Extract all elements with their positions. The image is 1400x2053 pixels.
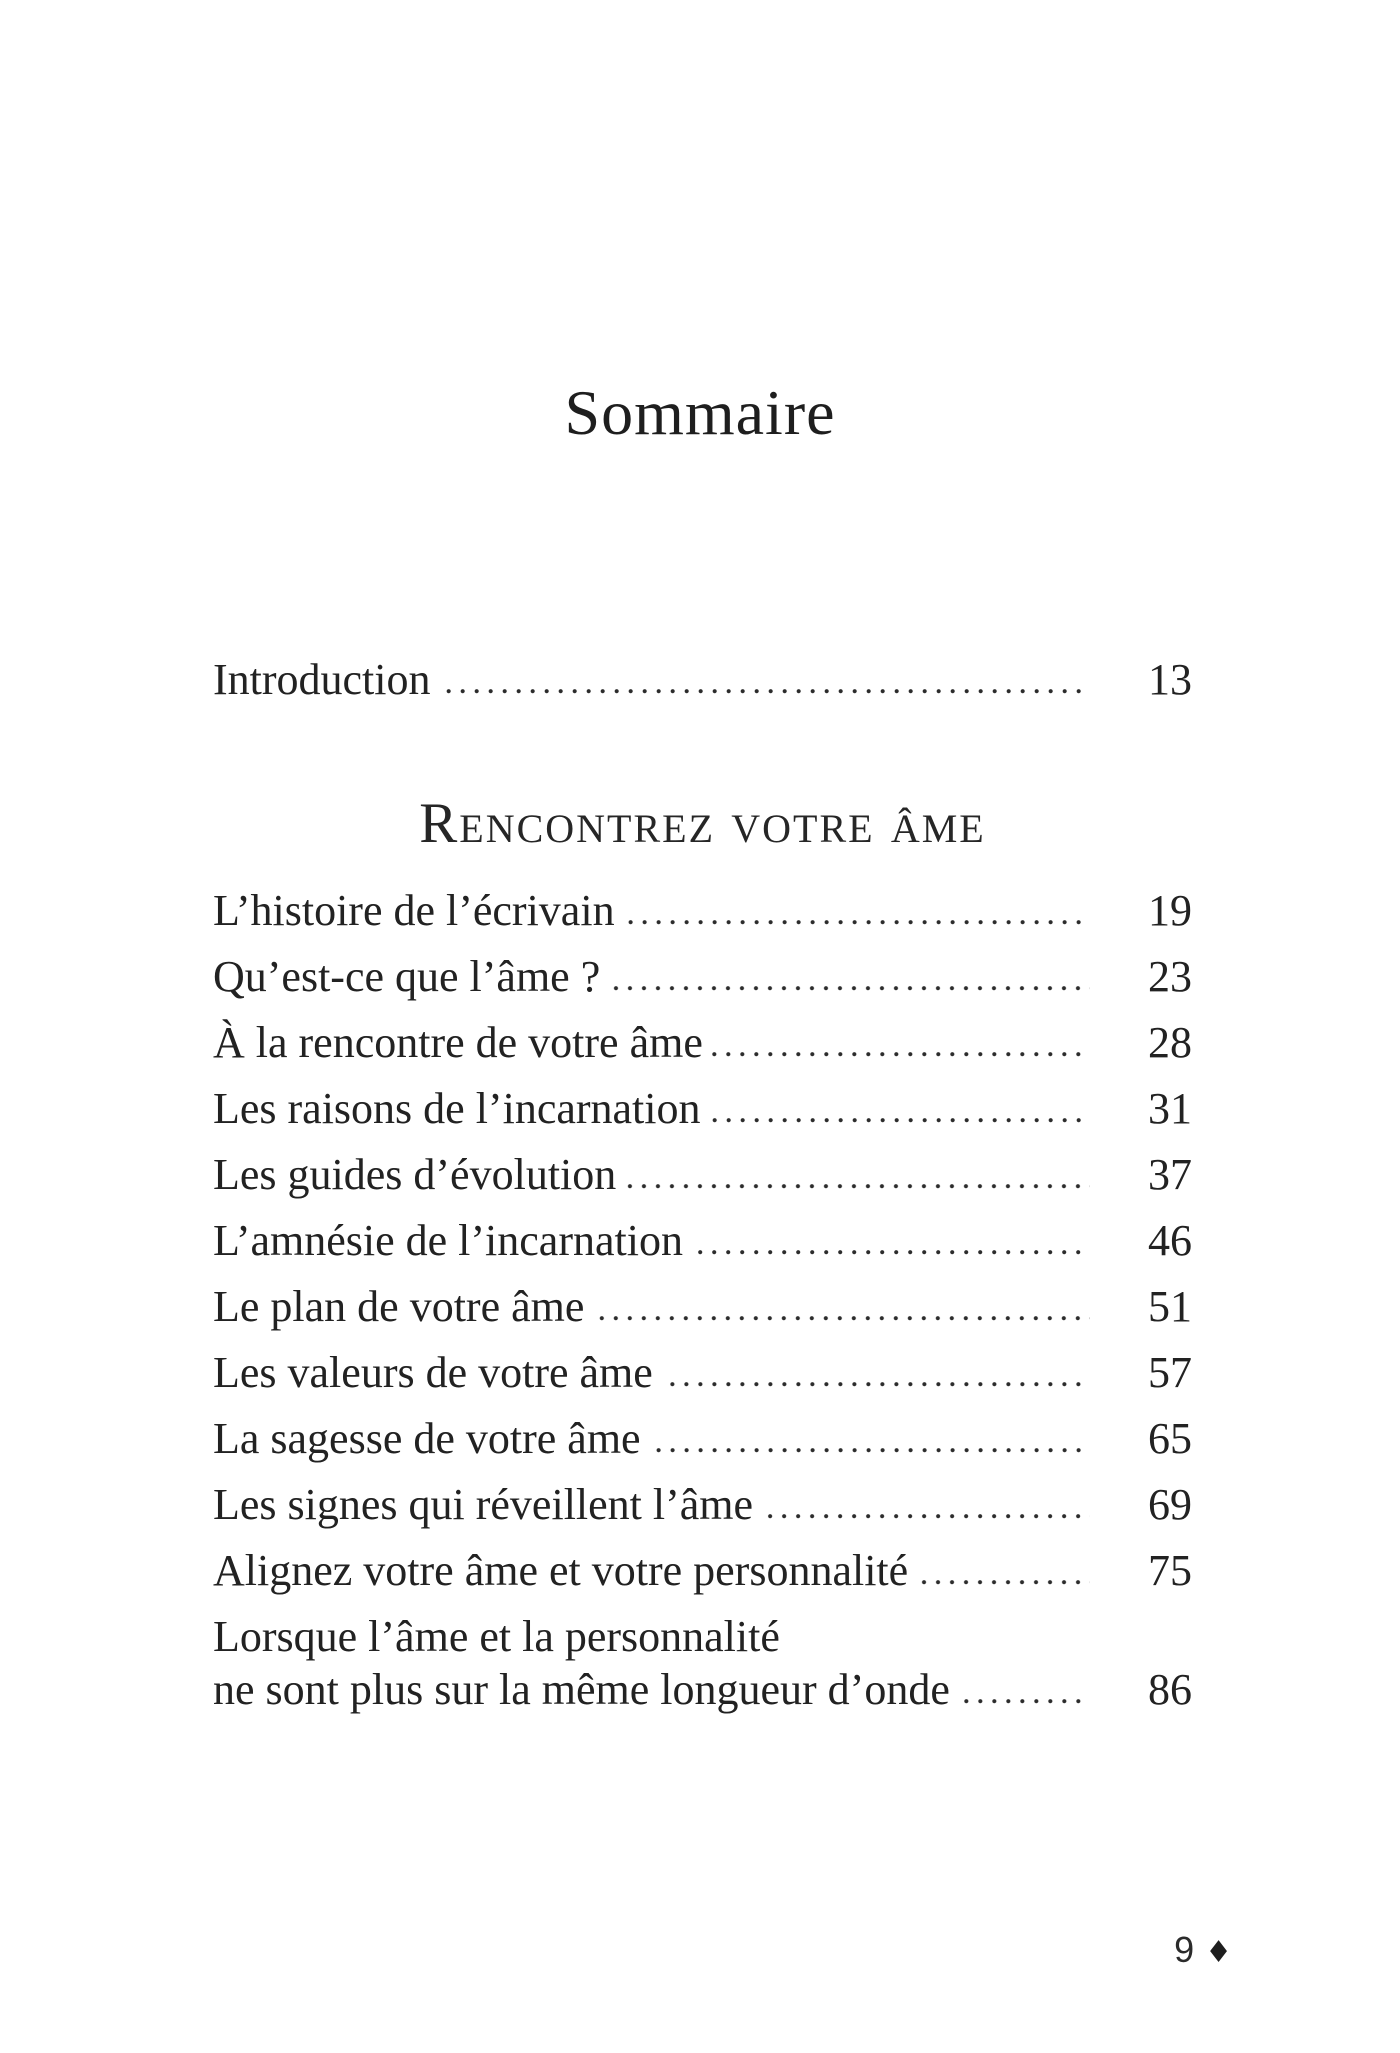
toc-entry-page-number: 28	[1148, 1018, 1192, 1067]
toc-entry-page-number: 46	[1148, 1216, 1192, 1265]
dot-leader	[762, 1513, 1090, 1519]
toc-entry-wrapped-line-2	[213, 1657, 1192, 1723]
toc-entry-label: La sagesse de votre âme	[213, 1414, 641, 1463]
toc-entry-label: Introduction	[213, 655, 431, 704]
dot-leader	[440, 688, 1090, 694]
page-footer	[1174, 1930, 1232, 1973]
toc-entry-label: Les raisons de l’incarnation	[213, 1084, 701, 1133]
toc-entry-label: L’histoire de l’écrivain	[213, 886, 615, 935]
toc-entry-page-number: 65	[1148, 1414, 1192, 1463]
toc-entry-label: Qu’est-ce que l’âme ?	[213, 952, 601, 1001]
toc-entry-label: Les valeurs de votre âme	[213, 1348, 653, 1397]
toc-entry	[213, 1274, 1192, 1340]
dot-leader	[959, 1698, 1090, 1704]
toc-entry-label: ne sont plus sur la même longueur d’onde	[213, 1665, 950, 1714]
page-title: Sommaire	[564, 377, 836, 448]
toc-entry-page-number: 31	[1148, 1084, 1192, 1133]
toc-entry	[213, 878, 1192, 944]
toc-entries	[213, 878, 1192, 1723]
toc-entry	[213, 1538, 1192, 1604]
toc-entry-label: Alignez votre âme et votre personnalité	[213, 1546, 909, 1595]
dot-leader	[625, 1183, 1090, 1189]
toc-entry-page-number: 37	[1148, 1150, 1192, 1199]
section-heading: Rencontrez votre âme	[419, 792, 986, 855]
toc-entry	[213, 1010, 1192, 1076]
toc-entry	[213, 1340, 1192, 1406]
dot-leader	[650, 1447, 1090, 1453]
dot-leader	[624, 919, 1090, 925]
toc-entry-page-number: 51	[1148, 1282, 1192, 1331]
toc-entry-label: Le plan de votre âme	[213, 1282, 585, 1331]
dot-leader	[662, 1381, 1090, 1387]
toc-entry-label: Lorsque l’âme et la personnalité	[213, 1612, 780, 1661]
dot-leader	[712, 1051, 1090, 1057]
toc-entry-page-number: 19	[1148, 886, 1192, 935]
toc-entry	[213, 1406, 1192, 1472]
toc-entry-page-number: 75	[1148, 1546, 1192, 1595]
dot-leader	[593, 1315, 1090, 1321]
dot-leader	[692, 1249, 1090, 1255]
dot-leader	[917, 1579, 1090, 1585]
toc-entry	[213, 1208, 1192, 1274]
diamond-ornament-icon: ♦	[1205, 1935, 1232, 1970]
toc-entry	[213, 1076, 1192, 1142]
toc-entry-label: Les signes qui réveillent l’âme	[213, 1480, 754, 1529]
dot-leader	[609, 985, 1090, 991]
toc-entry-label: L’amnésie de l’incarnation	[213, 1216, 683, 1265]
toc-entry-page-number: 69	[1148, 1480, 1192, 1529]
folio-page-number: 9	[1174, 1929, 1195, 1970]
toc-entry-page-number: 86	[1148, 1665, 1192, 1714]
toc-entry	[213, 1142, 1192, 1208]
toc-entry-label: Les guides d’évolution	[213, 1150, 617, 1199]
toc-entry-introduction	[213, 647, 1192, 713]
toc-entry-page-number: 57	[1148, 1348, 1192, 1397]
toc-entry	[213, 1472, 1192, 1538]
toc-entry-page-number: 23	[1148, 952, 1192, 1001]
dot-leader	[710, 1117, 1090, 1123]
toc-entry-page-number: 13	[1148, 655, 1192, 704]
toc-entry-label: À la rencontre de votre âme	[213, 1018, 703, 1067]
toc-entry	[213, 944, 1192, 1010]
